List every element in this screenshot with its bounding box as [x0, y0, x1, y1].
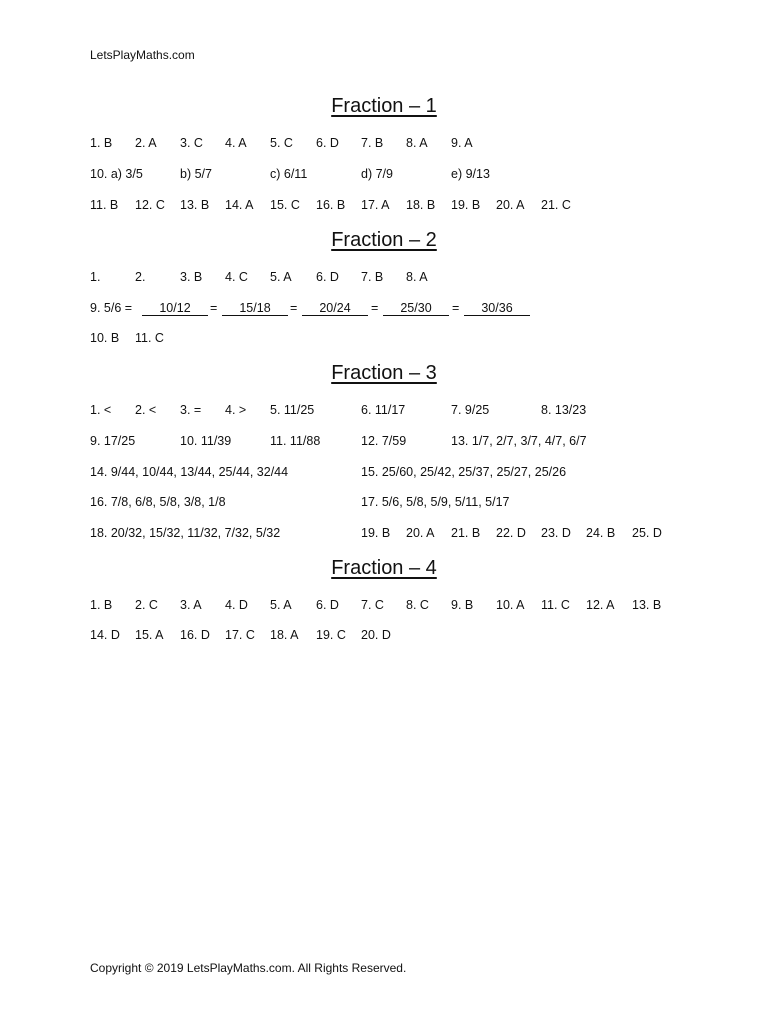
answer: 17. 5/6, 5/8, 5/9, 5/11, 5/17	[361, 495, 510, 509]
answer: 10. 11/39	[180, 434, 232, 448]
answer: 14. 9/44, 10/44, 13/44, 25/44, 32/44	[90, 465, 289, 479]
answer: 13. 1/7, 2/7, 3/7, 4/7, 6/7	[451, 434, 587, 448]
section-title-fraction-3: Fraction – 3	[331, 362, 437, 384]
answer: 6. D	[316, 136, 339, 150]
answer: 20. A	[496, 198, 525, 212]
answer: 10. a) 3/5	[90, 167, 143, 181]
answer: d) 7/9	[361, 167, 393, 181]
answer: 5. A	[270, 598, 292, 612]
section-title-fraction-1: Fraction – 1	[331, 95, 437, 117]
answer: 20. A	[406, 526, 435, 540]
answer: c) 6/11	[270, 167, 308, 181]
answer: 22. D	[496, 526, 526, 540]
answer: 21. C	[541, 198, 571, 212]
answer: 6. D	[316, 598, 339, 612]
answer: 17. A	[361, 198, 390, 212]
answer: 13. B	[632, 598, 662, 612]
answer: e) 9/13	[451, 167, 490, 181]
equals-sign: =	[210, 301, 218, 315]
site-name: LetsPlayMaths.com	[90, 48, 195, 62]
answer: 8. A	[406, 270, 428, 284]
answer: 4. D	[225, 598, 248, 612]
answer: 25. D	[632, 526, 662, 540]
answer: 17. C	[225, 628, 255, 642]
answer: 6. 11/17	[361, 403, 406, 417]
answer: 8. 13/23	[541, 403, 587, 417]
answer-blank: 30/36	[464, 301, 530, 316]
answer: 2. C	[135, 598, 158, 612]
answer: 10. B	[90, 331, 120, 345]
answer-blank: 10/12	[142, 301, 208, 316]
answer: 2.	[135, 270, 146, 284]
answer: 14. D	[90, 628, 120, 642]
answer: 19. B	[451, 198, 481, 212]
answer: 1. B	[90, 598, 113, 612]
answer: 19. B	[361, 526, 391, 540]
answer: 7. B	[361, 136, 384, 150]
answer: 3. C	[180, 136, 203, 150]
answer: 2. A	[135, 136, 157, 150]
section-title-fraction-2: Fraction – 2	[331, 229, 437, 251]
answer: 12. C	[135, 198, 165, 212]
answer: 18. 20/32, 15/32, 11/32, 7/32, 5/32	[90, 526, 281, 540]
answer: 5. C	[270, 136, 293, 150]
answer: 5. 11/25	[270, 403, 315, 417]
answer: 1.	[90, 270, 101, 284]
answer: 3. B	[180, 270, 203, 284]
answer: 24. B	[586, 526, 616, 540]
answer: 16. 7/8, 6/8, 5/8, 3/8, 1/8	[90, 495, 226, 509]
answer: 15. C	[270, 198, 300, 212]
copyright-footer: Copyright © 2019 LetsPlayMaths.com. All Rights Reserved.	[90, 961, 407, 975]
answer: 18. A	[270, 628, 299, 642]
equals-sign: =	[290, 301, 298, 315]
answer: 3. A	[180, 598, 202, 612]
answer: 8. A	[406, 136, 428, 150]
question-prefix: 9. 5/6 =	[90, 301, 133, 315]
answer: 9. B	[451, 598, 474, 612]
answer-blank: 20/24	[302, 301, 368, 316]
answer: 16. D	[180, 628, 210, 642]
answer: 8. C	[406, 598, 429, 612]
answer: 20. D	[361, 628, 391, 642]
answer: 15. 25/60, 25/42, 25/37, 25/27, 25/26	[361, 465, 567, 479]
answer: 14. A	[225, 198, 254, 212]
answer: 13. B	[180, 198, 210, 212]
answer: 5. A	[270, 270, 292, 284]
answer: 4. A	[225, 136, 247, 150]
answer: 16. B	[316, 198, 346, 212]
answer-blank: 25/30	[383, 301, 449, 316]
answer: 7. 9/25	[451, 403, 490, 417]
answer: 6. D	[316, 270, 339, 284]
answer: 18. B	[406, 198, 436, 212]
equals-sign: =	[371, 301, 379, 315]
answer: 11. C	[135, 331, 164, 345]
answer-blank: 15/18	[222, 301, 288, 316]
section-title-fraction-4: Fraction – 4	[331, 557, 437, 579]
answer: 21. B	[451, 526, 481, 540]
answer: 23. D	[541, 526, 571, 540]
answer: 15. A	[135, 628, 164, 642]
answer: 19. C	[316, 628, 346, 642]
answer: 3. =	[180, 403, 202, 417]
answer: 9. 17/25	[90, 434, 136, 448]
answer: 12. A	[586, 598, 615, 612]
answer: 9. A	[451, 136, 473, 150]
answer: 2. <	[135, 403, 157, 417]
answer: 11. C	[541, 598, 570, 612]
answer: 1. <	[90, 403, 112, 417]
answer: 7. B	[361, 270, 384, 284]
answer: b) 5/7	[180, 167, 212, 181]
answer: 1. B	[90, 136, 113, 150]
answer: 4. C	[225, 270, 248, 284]
answer: 11. B	[90, 198, 119, 212]
answer: 11. 11/88	[270, 434, 321, 448]
answer: 7. C	[361, 598, 384, 612]
answer: 12. 7/59	[361, 434, 407, 448]
equals-sign: =	[452, 301, 460, 315]
answer: 10. A	[496, 598, 525, 612]
answer: 4. >	[225, 403, 247, 417]
